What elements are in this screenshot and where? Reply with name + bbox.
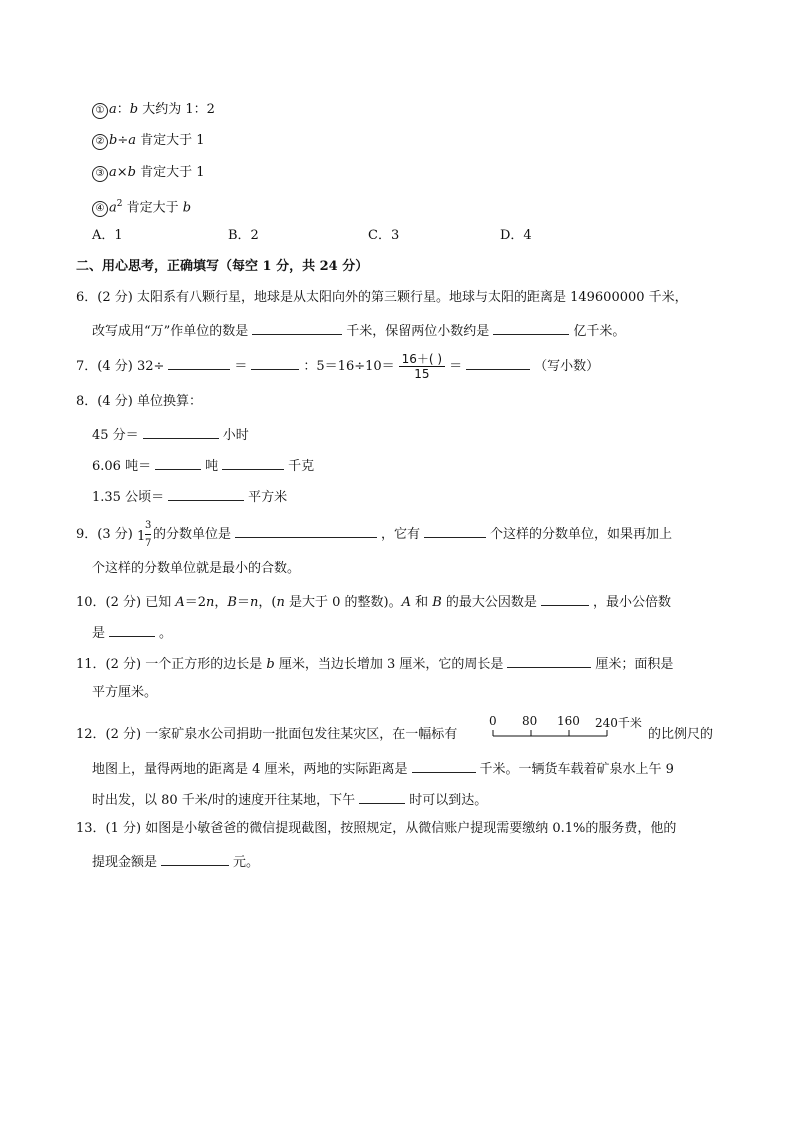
q12-line2 xyxy=(92,758,674,779)
exponent: 2 xyxy=(116,199,123,209)
statement-text: 肯定大于 1 xyxy=(136,133,205,148)
var-B: B xyxy=(432,595,442,610)
q7-text-a: 7．(4 分) 32÷ xyxy=(76,359,165,374)
q13-line1: 13．(1 分) 如图是小敏爸爸的微信提现截图，按照规定，从微信账户提现需要缴纳 0.1%的服务费，他的 xyxy=(76,821,677,836)
scale-label-0: 0 xyxy=(489,714,497,728)
q9-line1 xyxy=(76,519,672,549)
colon: ： xyxy=(116,102,130,117)
scale-label-160: 160 xyxy=(557,714,580,728)
q5-statement-4 xyxy=(92,195,191,217)
q5-choice-a[interactable]: A．1 xyxy=(92,228,123,243)
var-a: a xyxy=(109,200,117,216)
q6-blank-2[interactable] xyxy=(493,320,569,335)
q10-paren: ，( xyxy=(258,595,277,610)
comma: ， xyxy=(214,595,228,610)
q13-text-b: 元。 xyxy=(233,855,260,870)
q12-text-c: 时出发，以 80 千米/时的速度开往某地，下午 xyxy=(92,793,356,808)
q8-row-1 xyxy=(92,424,249,445)
q10-blank-2[interactable] xyxy=(109,622,155,637)
and-text: 和 xyxy=(410,595,433,610)
var-a: a xyxy=(109,102,117,117)
q10-condition: 是大于 0 的整数)。 xyxy=(284,595,402,610)
q7-blank-3[interactable] xyxy=(466,355,530,370)
q7-blank-1[interactable] xyxy=(168,355,230,370)
q7-blank-2[interactable] xyxy=(251,355,299,370)
q6-blank-1[interactable] xyxy=(252,320,342,335)
q12-text-b: 千米。一辆货车载着矿泉水上午 9 xyxy=(479,762,674,777)
q5-statement-3 xyxy=(92,164,205,182)
q7-equals-2: ＝ xyxy=(449,359,463,374)
scale-label-240: 240千米 xyxy=(595,716,642,730)
q8-r1-unit: 小时 xyxy=(222,428,249,443)
q13-text-a: 提现金额是 xyxy=(92,855,158,870)
q12-text-d: 时可以到达。 xyxy=(409,793,488,808)
q7-equals-1: ＝ xyxy=(234,359,248,374)
scale-bar xyxy=(489,714,643,740)
q9-text-b: 的分数单位是 xyxy=(152,527,231,542)
q5-statement-1 xyxy=(92,101,215,119)
mixed-denominator: 7 xyxy=(145,534,151,553)
q8-row-2 xyxy=(92,455,314,476)
q8-r2-unit-2: 千克 xyxy=(288,459,315,474)
q10-eq-2: ＝ xyxy=(236,595,250,610)
q11-text-c: 厘米，当边长增加 3 厘米，它的周长是 xyxy=(274,657,504,672)
q6-line1: 6．(2 分) 太阳系有八颗行星，地球是从太阳向外的第三颗行星。地球与太阳的距离是 149600000 千米， xyxy=(76,290,688,305)
circled-number-3: ③ xyxy=(92,166,108,182)
q8-title: 8．(4 分) 单位换算： xyxy=(76,394,202,409)
fraction-denominator: 15 xyxy=(399,366,445,381)
section-2-title: 二、用心思考，正确填写（每空 1 分，共 24 分） xyxy=(76,259,369,274)
q12-line1-text: 12．(2 分) 一家矿泉水公司捐助一批面包发往某灾区，在一幅标有 xyxy=(76,727,458,742)
var-a: a xyxy=(109,165,117,180)
q8-blank-4[interactable] xyxy=(168,486,244,501)
q11-text-a: 11．(2 分) 一个正方形的边长是 xyxy=(76,657,267,672)
q10-line1 xyxy=(76,591,671,612)
q11-line1 xyxy=(76,653,673,674)
var-n: n xyxy=(276,595,285,610)
var-a: a xyxy=(128,133,136,148)
q5-choice-b[interactable]: B．2 xyxy=(228,228,259,243)
q6-text-c: 亿千米。 xyxy=(573,324,626,339)
q11-line2: 平方厘米。 xyxy=(92,685,158,700)
q8-row-3 xyxy=(92,486,287,507)
var-b: b xyxy=(129,102,139,117)
q8-r1-text: 45 分＝ xyxy=(92,428,139,443)
q7-note: （写小数） xyxy=(534,359,600,374)
q9-text-a: 9．(3 分) xyxy=(76,527,137,542)
q8-blank-2[interactable] xyxy=(155,455,201,470)
var-b: b xyxy=(266,657,275,672)
q9-text-d: 个这样的分数单位，如果再加上 xyxy=(489,527,672,542)
q5-choice-d[interactable]: D．4 xyxy=(500,228,532,243)
circled-number-4: ④ xyxy=(92,201,108,217)
q10-blank-1[interactable] xyxy=(541,591,589,606)
var-A: A xyxy=(175,595,185,610)
q13-blank-1[interactable] xyxy=(161,851,229,866)
q10-line2 xyxy=(92,622,172,643)
q9-blank-1[interactable] xyxy=(235,523,377,538)
q12-blank-1[interactable] xyxy=(412,758,476,773)
q6-text-b: 千米，保留两位小数约是 xyxy=(346,324,490,339)
q12-blank-2[interactable] xyxy=(359,789,405,804)
q10-text-is: 是 xyxy=(92,626,106,641)
q9-line2: 个这样的分数单位就是最小的合数。 xyxy=(92,561,301,576)
mixed-number xyxy=(136,519,153,549)
q11-blank-1[interactable] xyxy=(507,653,591,668)
divide-sign: ÷ xyxy=(117,133,129,148)
var-A: A xyxy=(401,595,411,610)
q8-blank-3[interactable] xyxy=(222,455,284,470)
q6-text-a: 改写成用“万”作单位的数是 xyxy=(92,324,249,339)
var-b: b xyxy=(127,165,136,180)
mixed-numerator: 3 xyxy=(144,519,152,531)
q7-text-c: ：5＝16÷10＝ xyxy=(303,359,395,374)
q8-r2-text: 6.06 吨＝ xyxy=(92,459,152,474)
q12-line1-end: 的比例尺的 xyxy=(648,727,714,742)
q10-eq-1: ＝2 xyxy=(184,595,207,610)
var-B: B xyxy=(227,595,237,610)
q13-line2 xyxy=(92,851,259,872)
circled-number-2: ② xyxy=(92,134,108,150)
statement-text: 大约为 1：2 xyxy=(138,102,215,117)
scale-label-80: 80 xyxy=(522,714,538,728)
q9-text-c: ，它有 xyxy=(380,527,420,542)
var-b: b xyxy=(109,133,118,148)
q8-r2-unit-1: 吨 xyxy=(205,459,219,474)
q8-r3-text: 1.35 公顷＝ xyxy=(92,490,165,505)
q9-blank-2[interactable] xyxy=(424,523,486,538)
q12-text-a: 地图上，量得两地的距离是 4 厘米，两地的实际距离是 xyxy=(92,762,408,777)
q6-line2 xyxy=(92,320,625,341)
q10-text-a: 10．(2 分) 已知 xyxy=(76,595,176,610)
q5-choice-c[interactable]: C．3 xyxy=(368,228,400,243)
fraction-numerator[interactable]: 16＋( ) xyxy=(401,352,443,366)
q7-fraction xyxy=(399,352,445,381)
q8-blank-1[interactable] xyxy=(143,424,219,439)
statement-text: 肯定大于 1 xyxy=(136,165,205,180)
q11-text-d: 厘米；面积是 xyxy=(595,657,674,672)
q12-line3 xyxy=(92,789,487,810)
statement-text: 肯定大于 xyxy=(122,200,183,216)
q5-statement-2 xyxy=(92,132,205,150)
var-n: n xyxy=(250,595,259,610)
q10-lcm-text: ，最小公倍数 xyxy=(592,595,671,610)
q8-r3-unit: 平方米 xyxy=(248,490,288,505)
mixed-whole: 1 xyxy=(136,528,146,544)
circled-number-1: ① xyxy=(92,103,108,119)
q10-period: 。 xyxy=(159,626,173,641)
var-b: b xyxy=(182,200,192,216)
q10-gcd-text: 的最大公因数是 xyxy=(441,595,537,610)
times-sign: × xyxy=(116,165,128,180)
q7-line xyxy=(76,352,599,381)
var-n: n xyxy=(206,595,215,610)
